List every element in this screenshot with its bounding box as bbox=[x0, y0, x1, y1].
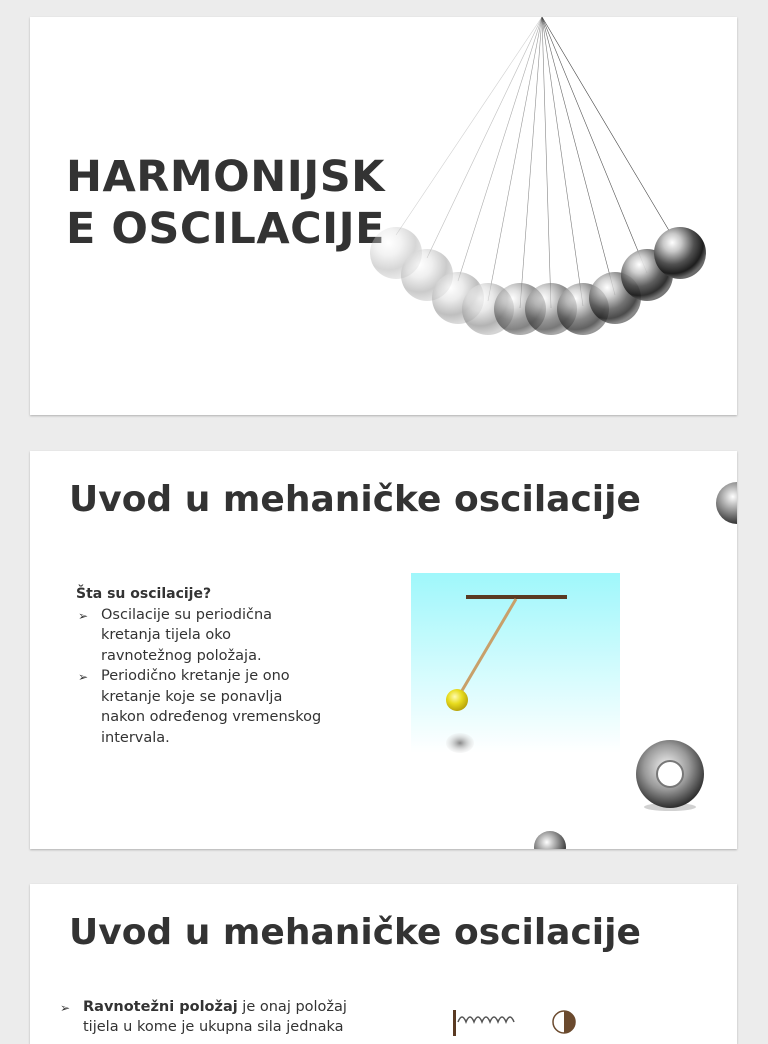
arrowhead-bullet-icon: ➢ bbox=[60, 1001, 71, 1015]
metal-ring-icon bbox=[633, 739, 707, 813]
slide-title: Uvod u mehaničke oscilacije bbox=[69, 912, 641, 953]
slide-body bbox=[76, 584, 326, 748]
list-item bbox=[76, 605, 326, 667]
bullet-text: je onaj položaj bbox=[237, 999, 347, 1015]
newtons-cradle-image bbox=[30, 17, 737, 415]
bullet-text: Periodično kretanje je ono kretanje koje se ponavlja nakon određenog vremenskog intervala. bbox=[101, 668, 322, 746]
bullet-list bbox=[58, 997, 378, 1037]
arrowhead-bullet-icon: ➢ bbox=[78, 670, 89, 684]
bold-term: Ravnotežni položaj bbox=[83, 999, 238, 1015]
metal-sphere-icon bbox=[713, 481, 737, 527]
slide-1 bbox=[30, 17, 737, 415]
section-heading: Šta su oscilacije? bbox=[76, 586, 212, 602]
list-item bbox=[58, 997, 378, 1037]
bullet-text-line-2: tijela u kome je ukupna sila jednaka bbox=[83, 1019, 344, 1035]
spring-oscillator-image bbox=[448, 1006, 588, 1036]
bullet-list bbox=[76, 605, 326, 749]
arrowhead-bullet-icon: ➢ bbox=[78, 608, 89, 623]
slide-title: Uvod u mehaničke oscilacije bbox=[69, 479, 641, 520]
slide-body bbox=[58, 997, 378, 1037]
metal-sphere-icon bbox=[532, 829, 568, 849]
list-item bbox=[76, 666, 326, 748]
pendulum-animation-image bbox=[411, 573, 620, 753]
slide-2 bbox=[30, 451, 737, 849]
bullet-text: Oscilacije su periodična kretanja tijela oko ravnotežnog položaja. bbox=[101, 606, 273, 664]
title-line-1: HARMONIJSK bbox=[66, 152, 385, 202]
title-line-2: E OSCILACIJE bbox=[66, 204, 386, 254]
slide-3 bbox=[30, 884, 737, 1044]
